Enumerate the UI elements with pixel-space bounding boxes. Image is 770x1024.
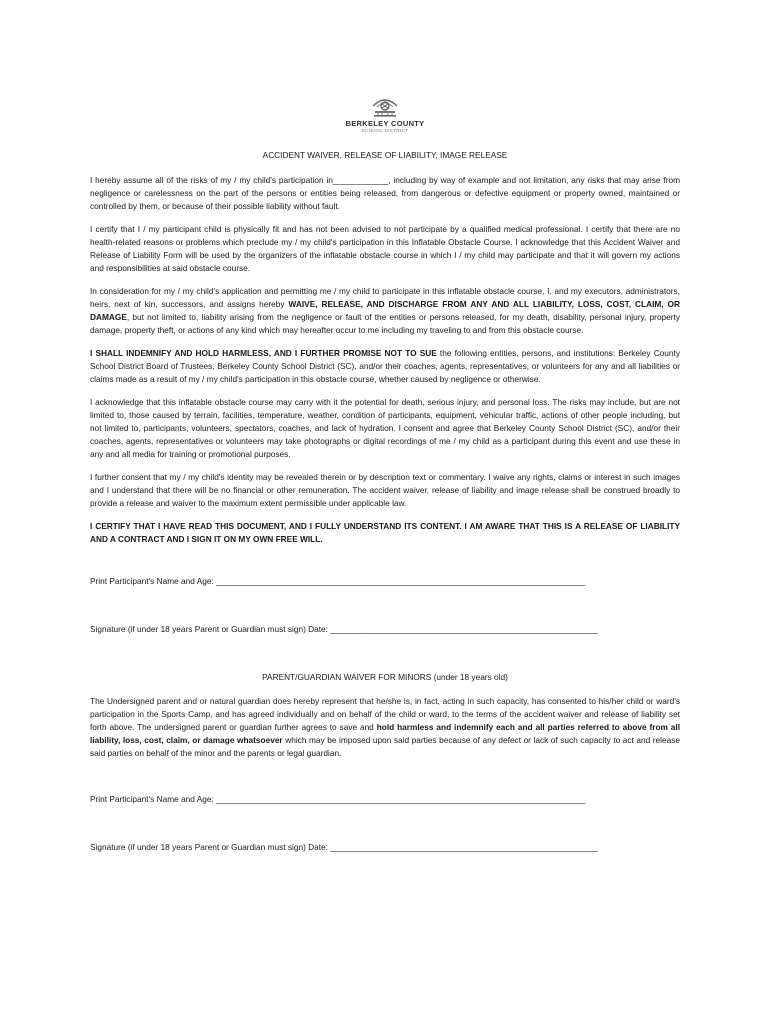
signature-line-1[interactable]: Signature (if under 18 years Parent or Guardian must sign) Date: __________________________________________________________: [90, 624, 598, 634]
guardian-post: which may be imposed upon said parties because of any defect or lack of such capacity to act and release said parties on behalf of the minor and the parents or legal guardian.: [90, 735, 680, 758]
indemnify-bold: I SHALL INDEMNIFY AND HOLD HARMLESS, AND I FURTHER PROMISE NOT TO SUE: [90, 348, 437, 358]
paragraph-acknowledge-risks: I acknowledge that this inflatable obstacle course may carry with it the potential for death, serious injury, and personal loss. The risks may include, but are not limited to, those caused by terrain, facilities, temperature, weather, condition of participants, equipment, vehicular traffic, actions of other people including, but not limited to, participants, volunteers, spectators, coaches, and lack of hydration. I consent and agree that Berkeley County School District (SC), and/or their coaches, agents, representatives or volunteers may take photographs or digital recordings of me / my child as a participant during this event and use these in any and all media for training or promotional purposes.: [90, 397, 680, 459]
minor-waiver-title: PARENT/GUARDIAN WAIVER FOR MINORS (under 18 years old): [262, 672, 508, 682]
logo-subtitle: SCHOOL DISTRICT: [361, 128, 409, 133]
guardian-bold: hold harmless and indemnify each and all parties referred to above from all liability, loss, cost, claim, or damage whatsoever: [90, 722, 681, 745]
waive-pre: In consideration for my / my child's application and permitting me / my child to participate in this inflatable obstacle course, I, and my executors, administrators, heirs, next of kin, successors, and assigns hereby: [90, 286, 680, 309]
paragraph-guardian: [90, 695, 680, 760]
waive-post: , but not limited to, liability arising from the negligence or fault of the entities or persons released, for my death, disability, personal injury, property damage, property theft, or actions of any kind which may hereafter occur to me including my traveling to and from this obstacle course.: [90, 312, 680, 335]
paragraph-physically-fit: I certify that I / my participant child is physically fit and has not been advised to not participate by a qualified medical professional. I certify that there are no health-related reasons or problems which preclude my / my child's participation in this Inflatable Obstacle Course. I acknowledge that this Accident Waiver and Release of Liability Form will be used by the organizers of the inflatable obstacle course in which I / my child may participate and that it will govern my actions and responsibilities at said obstacle course.: [90, 224, 680, 273]
paragraph-waive-release: [90, 285, 680, 337]
logo-name: BERKELEY COUNTY: [345, 119, 425, 128]
paragraph-indemnify: [90, 347, 680, 386]
paragraph-identity-consent: I further consent that my / my child's identity may be revealed therein or by description text or commentary. I waive any rights, claims or interest in such images and I understand that there will be no financial or other remuneration. The accident waiver, release of liability and image release shall be construed broadly to provide a release and waiver to the maximum extent permissible under applicable law.: [90, 472, 680, 508]
waiver-content: [90, 150, 680, 852]
document-title: ACCIDENT WAIVER, RELEASE OF LIABILITY, IMAGE RELEASE: [262, 150, 508, 160]
print-name-line-2[interactable]: Print Participant's Name and Age: ________________________________________________________________________________: [90, 794, 586, 804]
paragraph-certify: I CERTIFY THAT I HAVE READ THIS DOCUMENT, AND I FULLY UNDERSTAND ITS CONTENT. I AM AWARE THAT THIS IS A RELEASE OF LIABILITY AND A CONTRACT AND I SIGN IT ON MY OWN FREE WILL.: [90, 521, 680, 544]
print-name-line-1[interactable]: Print Participant's Name and Age: ________________________________________________________________________________: [90, 576, 586, 586]
district-crest-icon: [365, 92, 405, 118]
district-logo: [340, 92, 430, 140]
guardian-pre: The Undersigned parent and or natural guardian does hereby represent that he/she is, in fact, acting in such capacity, has consented to his/her child or ward's participation in the Sports Camp, and has agreed individually and on behalf of the child or ward, to the terms of the accident waiver and release of liability set forth above. The undersigned parent or guardian further agrees to save and: [90, 696, 680, 732]
indemnify-post: the following entities, persons, and institutions: Berkeley County School District Board of Trustees, Berkeley County School District (SC), and/or their coaches, agents, representatives, or volunteers for any and all liabilities or claims made as a result of my / my child's participation in this obstacle course, whether caused by negligence or otherwise.: [90, 348, 680, 384]
signature-line-2[interactable]: Signature (if under 18 years Parent or Guardian must sign) Date: __________________________________________________________: [90, 842, 598, 852]
waive-bold: WAIVE, RELEASE, AND DISCHARGE FROM ANY AND ALL LIABILITY, LOSS, COST, CLAIM, OR DAMAGE: [90, 299, 680, 322]
paragraph-assume-risk: I hereby assume all of the risks of my / my child's participation in____________, including by way of example and not limitation, any risks that may arise from negligence or carelessness on the part of the persons or entities being released, from dangerous or defective equipment or property owned, maintained or controlled by them, or because of their possible liability without fault.: [90, 175, 680, 211]
